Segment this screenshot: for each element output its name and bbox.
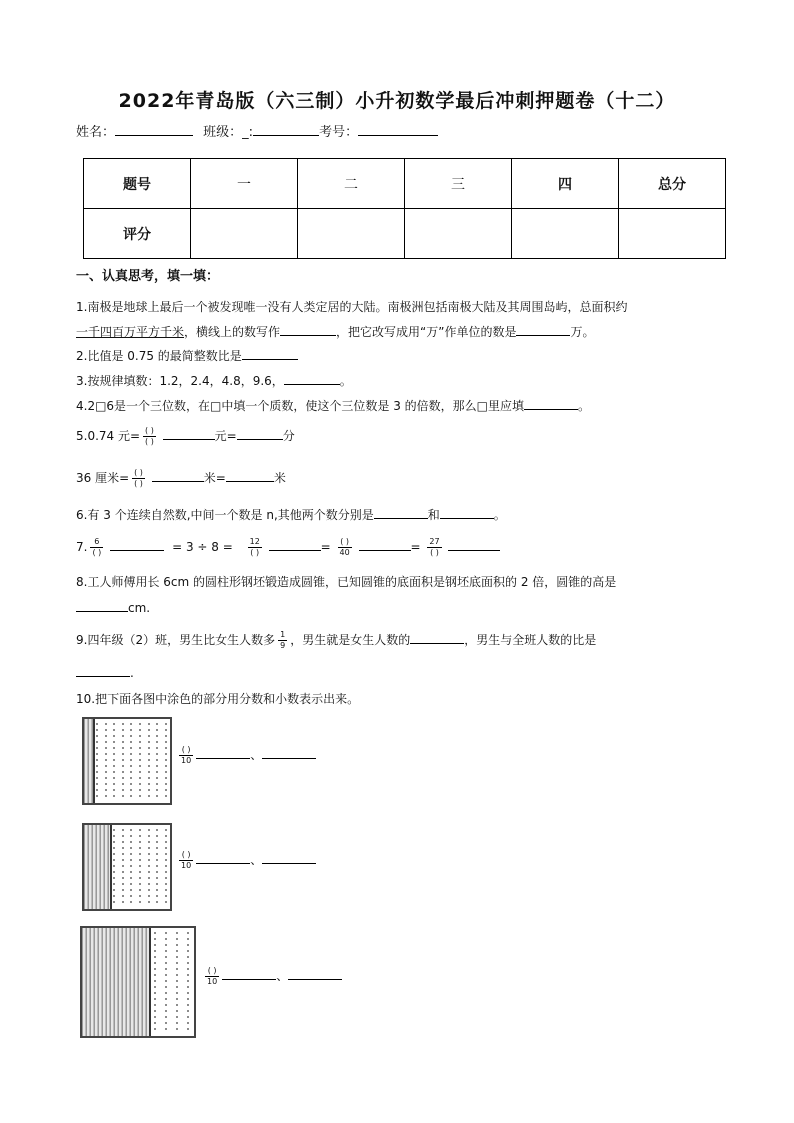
answer-blank[interactable]	[152, 469, 204, 482]
q1-text: ，把它改写成用“万”作单位的数是	[336, 325, 517, 339]
dotted-column-line	[105, 721, 107, 801]
dotted-column-line	[156, 827, 158, 907]
shaded-region	[84, 825, 112, 909]
answer-blank[interactable]	[222, 967, 276, 980]
answer-blank[interactable]	[76, 599, 128, 612]
exam-number-blank[interactable]	[358, 123, 438, 136]
fraction	[248, 537, 262, 558]
fraction-numerator: ( )	[145, 426, 154, 435]
question-5a	[76, 426, 295, 447]
score-cell[interactable]	[619, 209, 726, 259]
fraction	[143, 426, 156, 447]
name-label: 姓名：	[76, 125, 116, 140]
fraction-numerator: 27	[429, 537, 440, 546]
question-7	[76, 537, 500, 558]
dotted-column-line	[187, 930, 189, 1034]
dotted-column-line	[165, 930, 167, 1034]
header-cell: 二	[298, 159, 405, 209]
fraction-numerator: 6	[90, 537, 103, 548]
fraction	[179, 745, 193, 766]
header-cell: 总分	[619, 159, 726, 209]
q5b-unit: 米	[273, 471, 286, 485]
question-10	[76, 690, 359, 707]
dotted-column-line	[96, 721, 98, 801]
q7-text: = 3 ÷ 8 =	[172, 540, 233, 554]
question-1-cont	[76, 323, 594, 340]
score-table-score-row	[84, 209, 726, 259]
separator: 、	[250, 853, 263, 867]
answer-blank[interactable]	[237, 427, 283, 440]
q8-text: 8.工人师傅用长 6cm 的圆柱形钢坯锻造成圆锥，已知圆锥的底面积是钢坯底面积的 2 倍，圆锥的高是	[76, 575, 617, 589]
q9-text: 9.四年级（2）班，男生比女生人数多	[76, 633, 276, 647]
score-cell[interactable]	[298, 209, 405, 259]
class-label: 班级：	[203, 125, 243, 140]
answer-blank[interactable]	[163, 427, 215, 440]
header-cell: 一	[191, 159, 298, 209]
answer-blank[interactable]	[242, 347, 298, 360]
q1-underlined: 一千四百万平方千米	[76, 325, 185, 339]
answer-blank[interactable]	[374, 506, 428, 519]
shaded-region	[82, 928, 151, 1036]
q3-text: 3.按规律填数：1.2，2.4，4.8，9.6，	[76, 374, 284, 388]
answer-blank[interactable]	[440, 506, 494, 519]
fraction-denominator: ( )	[145, 437, 154, 446]
fraction-denominator: 9	[280, 641, 286, 650]
answer-blank[interactable]	[448, 538, 500, 551]
fraction-denominator: 10	[181, 861, 192, 870]
answer-blank[interactable]	[284, 372, 340, 385]
q4-end: 。	[578, 399, 591, 413]
q7-text: 7.	[76, 540, 88, 554]
answer-blank[interactable]	[524, 397, 578, 410]
fraction-numerator: ( )	[179, 745, 193, 756]
q8-end: cm.	[128, 601, 151, 615]
question-1	[76, 298, 627, 315]
dotted-column-line	[113, 827, 115, 907]
fraction	[278, 630, 287, 651]
q3-end: 。	[339, 374, 352, 388]
score-table	[83, 158, 726, 259]
fraction	[90, 537, 103, 558]
dotted-column-line	[139, 827, 141, 907]
section-heading: 一、认真思考，填一填：	[76, 269, 220, 284]
class-mark: _:	[242, 125, 254, 140]
fraction	[338, 537, 352, 558]
dotted-column-line	[113, 721, 115, 801]
fraction	[205, 966, 219, 987]
score-table-header-row	[84, 159, 726, 209]
fraction	[179, 850, 193, 871]
question-6	[76, 506, 506, 523]
answer-blank[interactable]	[76, 664, 130, 677]
answer-blank[interactable]	[410, 631, 464, 644]
question-4	[76, 397, 590, 414]
q2-text: 2.比值是 0.75 的最简整数比是	[76, 349, 242, 363]
q7-eq: =	[320, 540, 331, 554]
q6-text: 6.有 3 个连续自然数,中间一个数是 n,其他两个数分别是	[76, 508, 374, 522]
q1-text: ，横线上的数写作	[184, 325, 281, 339]
fraction-denominator: 10	[207, 977, 218, 986]
fraction-numerator: ( )	[179, 850, 193, 861]
q10-text: 10.把下面各图中涂色的部分用分数和小数表示出来。	[76, 692, 360, 706]
score-cell[interactable]	[512, 209, 619, 259]
answer-blank[interactable]	[280, 323, 336, 336]
fraction-denominator: ( )	[134, 479, 143, 488]
q5a-unit: 元=	[214, 429, 237, 443]
fraction-numerator: ( )	[338, 537, 352, 548]
q7-eq: =	[410, 540, 421, 554]
separator: 、	[276, 969, 289, 983]
score-row-label: 评分	[84, 209, 191, 259]
dotted-column-line	[165, 827, 167, 907]
question-3	[76, 372, 352, 389]
score-cell[interactable]	[191, 209, 298, 259]
fraction	[132, 468, 145, 489]
question-9-cont	[76, 664, 134, 680]
shaded-grid-figure	[82, 823, 172, 911]
header-cell: 三	[405, 159, 512, 209]
answer-blank[interactable]	[110, 538, 164, 551]
question-8-cont	[76, 599, 150, 615]
fraction-denominator: 10	[181, 756, 192, 765]
dotted-column-line	[148, 721, 150, 801]
exam-label: 考号：	[319, 125, 359, 140]
answer-blank[interactable]	[262, 851, 316, 864]
q4-text: 4.2□6是一个三位数，在□中填一个质数，使这个三位数是 3 的倍数，那么□里应填	[76, 399, 524, 413]
header-cell: 题号	[84, 159, 191, 209]
q6-end: 。	[493, 508, 506, 522]
q1-text: 万。	[570, 325, 595, 339]
answer-blank[interactable]	[516, 323, 570, 336]
answer-blank[interactable]	[262, 746, 316, 759]
fraction-denominator: ( )	[430, 548, 439, 557]
q9-end: .	[130, 666, 134, 680]
fraction-numerator: 12	[249, 537, 260, 546]
student-info-line	[76, 121, 438, 140]
dotted-column-line	[130, 721, 132, 801]
shaded-region	[84, 719, 95, 803]
dotted-column-line	[154, 930, 156, 1034]
answer-blank[interactable]	[359, 538, 411, 551]
dotted-column-line	[156, 721, 158, 801]
shaded-grid-figure	[80, 926, 196, 1038]
question-9	[76, 630, 596, 651]
question-2	[76, 347, 298, 364]
name-blank[interactable]	[115, 123, 193, 136]
figure-answer	[202, 966, 342, 987]
separator: 、	[250, 748, 263, 762]
dotted-column-line	[130, 827, 132, 907]
q5b-unit: 米=	[203, 471, 226, 485]
q5b-text: 36 厘米=	[76, 471, 130, 485]
dotted-column-line	[176, 930, 178, 1034]
fraction-denominator: 40	[339, 548, 350, 557]
answer-blank[interactable]	[269, 538, 321, 551]
dotted-column-line	[122, 721, 124, 801]
page-title: 2022年青岛版（六三制）小升初数学最后冲刺押题卷（十二）	[118, 90, 676, 112]
answer-blank[interactable]	[196, 851, 250, 864]
score-cell[interactable]	[405, 209, 512, 259]
fraction-denominator: ( )	[250, 548, 260, 557]
q5a-text: 5.0.74 元=	[76, 429, 141, 443]
dotted-column-line	[139, 721, 141, 801]
fraction-numerator: ( )	[134, 468, 143, 477]
answer-blank[interactable]	[226, 469, 274, 482]
q5a-unit: 分	[282, 429, 295, 443]
fraction-numerator: ( )	[205, 966, 219, 977]
fraction-numerator: 1	[280, 630, 286, 639]
question-8	[76, 573, 616, 590]
figure-answer	[176, 745, 316, 766]
header-cell: 四	[512, 159, 619, 209]
fraction	[427, 537, 441, 558]
figure-answer	[176, 850, 316, 871]
q9-text: ，男生就是女生人数的	[290, 633, 411, 647]
dotted-column-line	[148, 827, 150, 907]
dotted-column-line	[122, 827, 124, 907]
class-blank[interactable]	[253, 123, 319, 136]
q6-and: 和	[427, 508, 440, 522]
q1-text: 1.南极是地球上最后一个被发现唯一没有人类定居的大陆。南极洲包括南极大陆及其周围岛屿，总面积约	[76, 300, 628, 314]
fraction-denominator: ( )	[92, 548, 102, 557]
shaded-grid-figure	[82, 717, 172, 805]
q9-text: ，男生与全班人数的比是	[464, 633, 597, 647]
answer-blank[interactable]	[288, 967, 342, 980]
question-5b	[76, 468, 286, 489]
answer-blank[interactable]	[196, 746, 250, 759]
dotted-column-line	[165, 721, 167, 801]
